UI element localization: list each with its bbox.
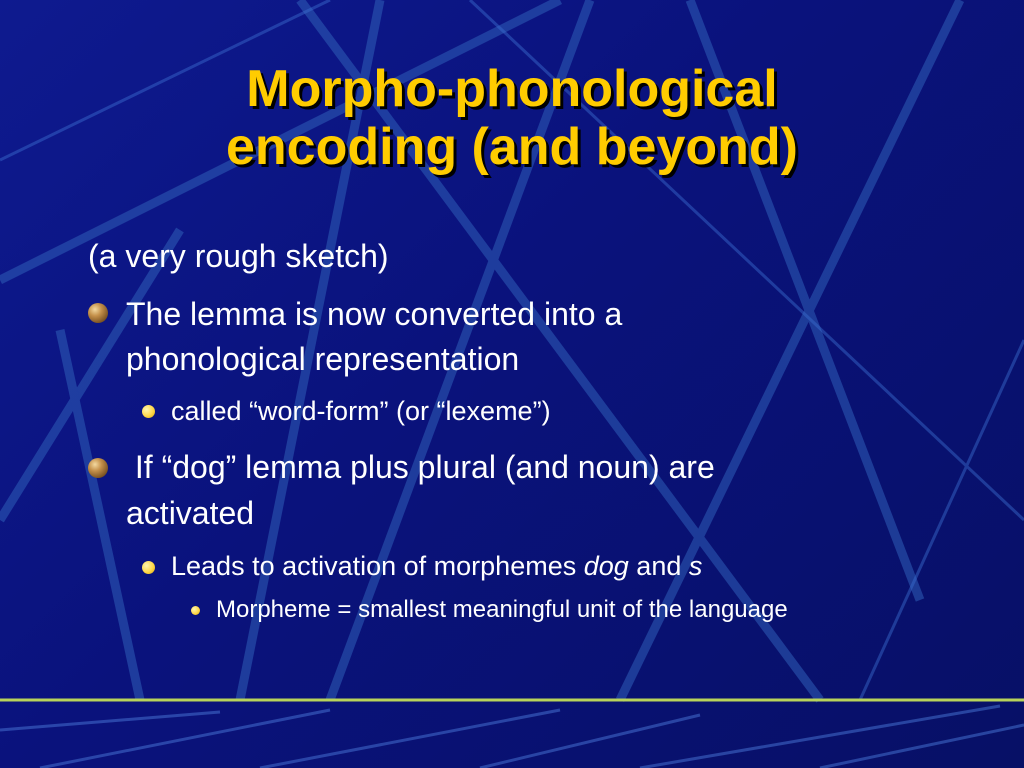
bronze-sphere-icon	[88, 303, 108, 323]
bullet-2-subsub: Morpheme = smallest meaningful unit of the language	[216, 596, 788, 623]
morpheme-s: s	[688, 551, 703, 581]
title-line-1: Morpho-phonological	[246, 60, 778, 118]
bullet-2-sub	[171, 549, 702, 583]
intro-text: (a very rough sketch)	[88, 238, 389, 274]
title-line-2: encoding (and beyond)	[226, 118, 798, 176]
small-yellow-dot-icon	[191, 606, 200, 615]
bullet-2-line-1: If “dog” lemma plus plural (and noun) are	[126, 449, 715, 485]
bullet-1-sub: called “word-form” (or “lexeme”)	[171, 396, 551, 426]
bullet-2-sub-prefix: Leads to activation of morphemes	[171, 551, 584, 581]
bullet-2-sub-mid: and	[628, 551, 689, 581]
bullet-2-line-2: activated	[126, 495, 255, 531]
yellow-dot-icon	[142, 405, 155, 418]
bullet-1-line-2: phonological representation	[126, 341, 520, 377]
morpheme-dog: dog	[583, 551, 629, 581]
yellow-dot-icon	[142, 561, 155, 574]
bronze-sphere-icon	[88, 458, 108, 478]
bullet-1-line-1: The lemma is now converted into a	[126, 296, 623, 332]
